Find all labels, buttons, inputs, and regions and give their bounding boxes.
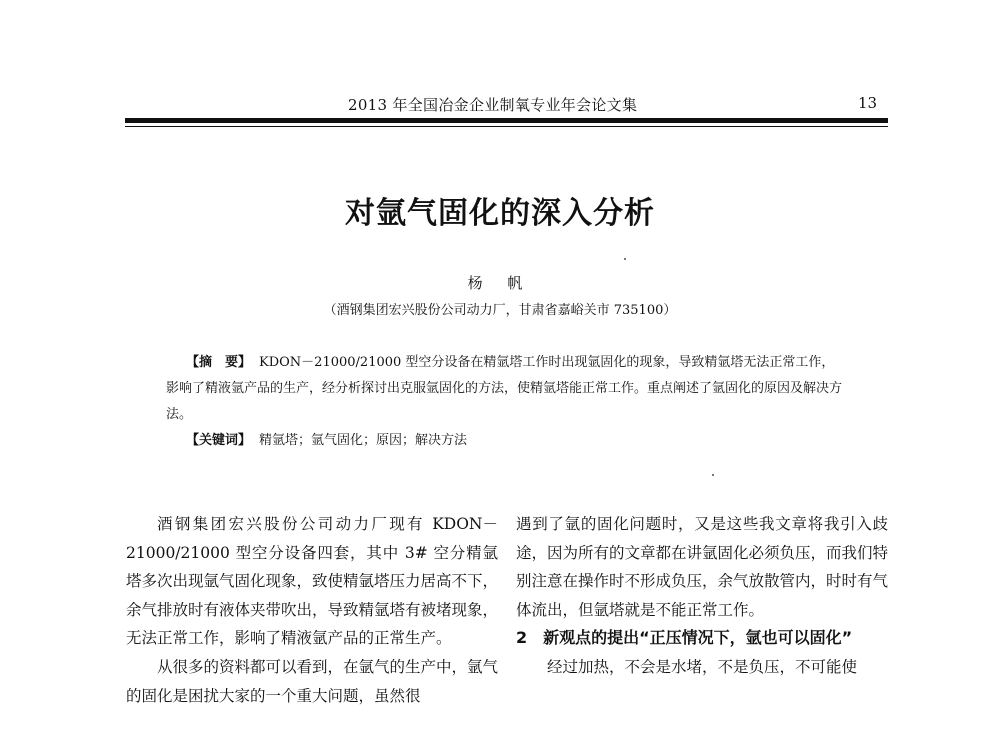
body-paragraph: 遇到了氩的固化问题时，又是这些我文章将我引入歧途，因为所有的文章都在讲氩固化必须负压，而我们特别注意在操作时不形成负压，余气放散管内，时时有气体流出，但氩塔就是不能正常工作。 [516, 515, 889, 619]
scan-speck [624, 258, 626, 260]
section-heading: 2 新观点的提出“正压情况下，氩也可以固化” [516, 628, 853, 648]
abstract-text: KDON－21000/21000 型空分设备在精氩塔工作时出现氩固化的现象，导致精氩塔无法正常工作，影响了精液氩产品的生产，经分析探讨出克服氩固化的方法，使精氩塔能正常工作。重点阐述了氩固化的原因及解决方法。 [166, 355, 843, 422]
keywords [166, 428, 842, 454]
header-rule-thick [125, 118, 888, 123]
author-affiliation: （酒钢集团宏兴股份公司动力厂，甘肃省嘉峪关市 735100） [323, 303, 677, 318]
scan-speck [712, 474, 714, 476]
page-number: 13 [858, 94, 878, 112]
body-paragraph: 经过加热，不会是水堵，不是负压，不可能使 [547, 657, 858, 676]
article-title: 对氩气固化的深入分析 [345, 196, 655, 231]
abstract [166, 350, 842, 428]
body-paragraph: 从很多的资料都可以看到，在氩气的生产中，氩气的固化是困扰大家的一个重大问题，虽然很 [126, 657, 499, 705]
abstract-label: 【摘 要】 [186, 355, 252, 370]
abstract-paragraph [166, 350, 842, 428]
body-paragraph: 酒钢集团宏兴股份公司动力厂现有 KDON－21000/21000 型空分设备四套，其中 3# 空分精氩塔多次出现氩气固化现象，致使精氩塔压力居高不下，余气排放时有液体夹带吹出，导致精氩塔有被堵现象，无法正常工作，影响了精液氩产品的正常生产。 [126, 515, 499, 648]
running-header [0, 94, 1000, 116]
keywords-text: 精氩塔；氩气固化；原因；解决方法 [259, 433, 468, 448]
header-rule-thin [125, 126, 888, 127]
body-left-column [126, 510, 498, 710]
journal-title: 2013 年全国冶金企业制氧专业年会论文集 [348, 96, 638, 114]
body-right-column [516, 510, 888, 682]
keywords-label: 【关键词】 [186, 433, 252, 448]
author-name: 杨 帆 [467, 274, 533, 292]
